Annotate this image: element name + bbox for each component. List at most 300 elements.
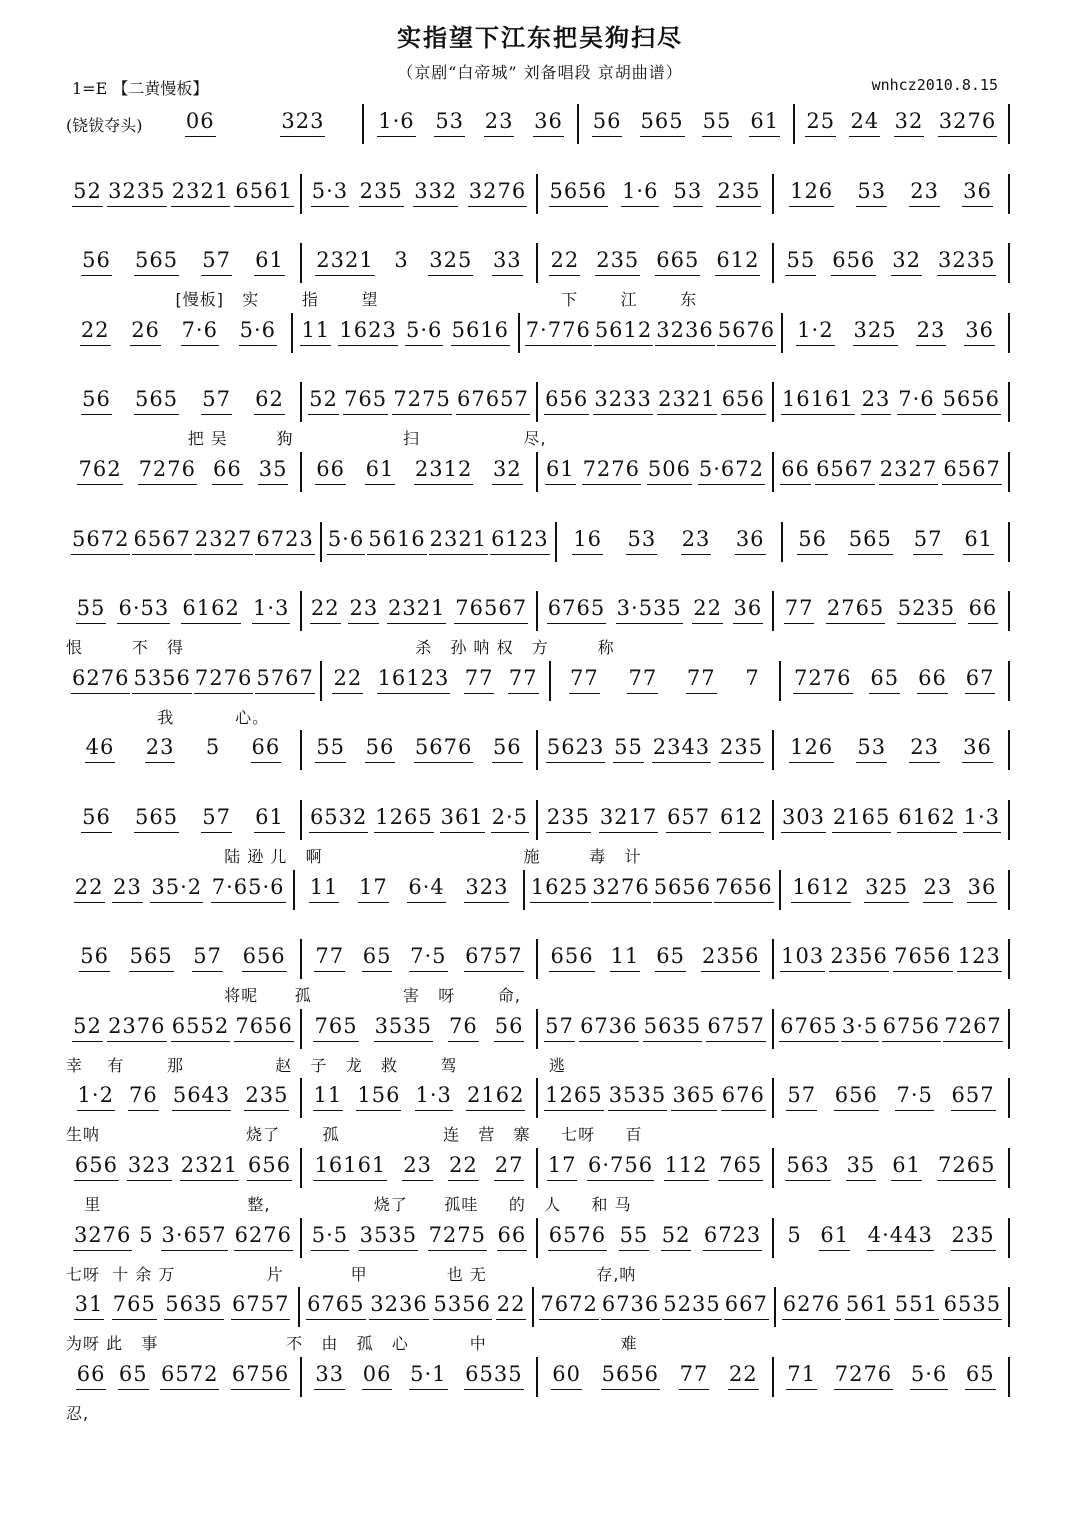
- note-group: 1612: [790, 875, 851, 905]
- note-group: 3276: [72, 1223, 133, 1253]
- note-group: 36: [532, 109, 565, 139]
- note-group: 7276: [833, 1362, 894, 1392]
- measure: [66, 1009, 302, 1049]
- lyrics-row: 把 吴 狗 扫 尽,: [66, 429, 547, 449]
- measure: [538, 730, 774, 770]
- note-group: 61: [253, 248, 286, 278]
- note-group: 56: [493, 1014, 526, 1044]
- notation-line: [66, 661, 1010, 731]
- note-group: 656: [241, 944, 288, 974]
- note-group: 57: [200, 248, 233, 278]
- note-group: 7·5: [408, 944, 448, 974]
- note-group: 156: [355, 1083, 402, 1113]
- notation-line: [66, 522, 1010, 592]
- note-group: 56: [591, 109, 624, 139]
- note-group: 26: [129, 318, 162, 348]
- note-group: 1623: [337, 318, 398, 348]
- measure: [774, 382, 1010, 422]
- note-group: 25: [804, 109, 837, 139]
- note-group: 66: [496, 1223, 529, 1253]
- note-group: 23: [922, 875, 955, 905]
- note-group: 71: [785, 1362, 818, 1392]
- measure: [66, 1078, 302, 1118]
- note-group: 11: [609, 944, 642, 974]
- note-group: 06: [184, 109, 217, 139]
- note-group: 1·3: [251, 596, 291, 626]
- measure: [364, 104, 579, 144]
- note-group: 6576: [547, 1223, 608, 1253]
- note-group: 22: [79, 318, 112, 348]
- note-group: 17: [546, 1153, 579, 1183]
- note-group: 361: [439, 805, 486, 835]
- note-group: 32: [893, 109, 926, 139]
- note-group: 332: [412, 179, 459, 209]
- measure: [783, 313, 1010, 353]
- note-group: 27: [493, 1153, 526, 1183]
- note-group: 55: [784, 248, 817, 278]
- note-group: 66: [916, 666, 949, 696]
- note-group: 3236: [368, 1292, 429, 1322]
- note-group: 6736: [578, 1014, 639, 1044]
- note-group: 112: [663, 1153, 710, 1183]
- note-group: 5656: [941, 387, 1002, 417]
- lyrics-row: 幸 有 那 赵 子 龙 救 驾 逃: [66, 1055, 566, 1075]
- note-group: 7672: [538, 1292, 599, 1322]
- note-group: 656: [73, 1153, 120, 1183]
- notation-line: [66, 243, 1010, 313]
- note-group: 33: [491, 248, 524, 278]
- note-group: 5676: [716, 318, 777, 348]
- measure: [525, 870, 781, 910]
- note-group: 1·6: [620, 179, 660, 209]
- note-group: 67657: [455, 387, 531, 417]
- measure: [538, 1357, 774, 1397]
- note-group: 612: [714, 248, 761, 278]
- notation-line: [66, 730, 1010, 800]
- notes-row: [66, 382, 1010, 422]
- lyrics-row: 生呐 烧了 孤 连 营 寨 七呀 百: [66, 1125, 643, 1145]
- note-group: 5: [205, 735, 221, 760]
- note-group: 6276: [781, 1292, 842, 1322]
- note-group: 7·65·6: [210, 875, 287, 905]
- note-group: 7·6: [180, 318, 220, 348]
- note-group: 563: [784, 1153, 831, 1183]
- note-group: 5·1: [408, 1362, 448, 1392]
- note-group: 6·4: [406, 875, 446, 905]
- measure: [538, 1009, 774, 1049]
- note-group: 16161: [312, 1153, 388, 1183]
- measure: [538, 174, 774, 214]
- note-group: 46: [84, 735, 117, 765]
- note-group: 17: [357, 875, 390, 905]
- note-group: 16123: [376, 666, 452, 696]
- note-group: 7275: [391, 387, 452, 417]
- note-group: 61: [364, 457, 397, 487]
- note-group: 1625: [529, 875, 590, 905]
- note-group: 56: [78, 944, 111, 974]
- note-group: 235: [243, 1083, 290, 1113]
- note-group: 36: [961, 179, 994, 209]
- note-group: 22: [548, 248, 581, 278]
- measure: [774, 1009, 1010, 1049]
- measure: [302, 591, 538, 631]
- notes-row: [66, 730, 1010, 770]
- note-group: 5656: [652, 875, 713, 905]
- note-group: 52: [660, 1223, 693, 1253]
- measure: [538, 243, 774, 283]
- measure: [774, 730, 1010, 770]
- notes-row: [66, 452, 1010, 492]
- note-group: 65: [868, 666, 901, 696]
- note-group: 235: [358, 179, 405, 209]
- note-group: 2765: [825, 596, 886, 626]
- note-group: 57: [200, 387, 233, 417]
- note-group: 6276: [70, 666, 131, 696]
- notation-line: [66, 104, 1010, 174]
- note-group: 551: [893, 1292, 940, 1322]
- measure: [66, 382, 302, 422]
- notes-row: [66, 1078, 1010, 1118]
- note-group: 2162: [465, 1083, 526, 1113]
- note-group: 235: [715, 179, 762, 209]
- measure: [538, 800, 774, 840]
- measure: [300, 1287, 534, 1327]
- notation-line: [66, 939, 1010, 1009]
- note-group: 11: [312, 1083, 345, 1113]
- note-group: 5616: [366, 527, 427, 557]
- lyrics-row: 恨 不 得 杀 孙 呐 权 方 称: [66, 638, 615, 658]
- note-group: 506: [646, 457, 693, 487]
- note-group: 36: [961, 735, 994, 765]
- note-group: 5·672: [697, 457, 766, 487]
- note-group: 5·5: [310, 1223, 350, 1253]
- note-group: 22: [727, 1362, 760, 1392]
- notation-line: [66, 870, 1010, 940]
- note-group: 1265: [543, 1083, 604, 1113]
- note-group: 235: [594, 248, 641, 278]
- note-group: 103: [779, 944, 826, 974]
- note-group: 5623: [545, 735, 606, 765]
- measure: [776, 1287, 1010, 1327]
- note-group: 6·53: [116, 596, 171, 626]
- note-group: 656: [543, 387, 590, 417]
- measure: [774, 800, 1010, 840]
- note-group: 323: [126, 1153, 173, 1183]
- measure: [302, 1218, 538, 1258]
- note-group: 2356: [828, 944, 889, 974]
- measure: [774, 243, 1010, 283]
- note-group: 126: [788, 735, 835, 765]
- lyrics-row: 里 整, 烧了 孤哇 的 人 和 马: [66, 1195, 632, 1214]
- note-group: 7·776: [524, 318, 593, 348]
- note-group: 36: [732, 596, 765, 626]
- notation-line: [66, 1078, 1010, 1148]
- note-group: 657: [950, 1083, 997, 1113]
- note-group: 52: [71, 1014, 104, 1044]
- note-group: 7275: [427, 1223, 488, 1253]
- note-group: 53: [433, 109, 466, 139]
- note-group: 5: [139, 1222, 154, 1247]
- note-group: 6736: [600, 1292, 661, 1322]
- note-group: 35: [257, 457, 290, 487]
- note-group: 65: [117, 1362, 150, 1392]
- note-group: 565: [639, 109, 686, 139]
- measure: [66, 1218, 302, 1258]
- measure: [302, 730, 538, 770]
- notes-row: [66, 104, 1010, 144]
- note-group: 76: [447, 1014, 480, 1044]
- note-group: 123: [956, 944, 1003, 974]
- note-group: 365: [670, 1083, 717, 1113]
- note-group: 3235: [106, 179, 167, 209]
- note-group: 5235: [896, 596, 957, 626]
- note-group: 56: [80, 387, 113, 417]
- measure: [774, 591, 1010, 631]
- measure: [66, 452, 302, 492]
- note-group: 6123: [489, 527, 550, 557]
- note-group: 56: [796, 527, 829, 557]
- note-group: 66: [250, 735, 283, 765]
- measure: [302, 174, 538, 214]
- note-group: 56: [80, 248, 113, 278]
- note-group: 6567: [814, 457, 875, 487]
- note-group: 56: [364, 735, 397, 765]
- notes-row: [66, 870, 1010, 910]
- measure: [66, 800, 302, 840]
- note-group: 5643: [171, 1083, 232, 1113]
- note-group: 5635: [642, 1014, 703, 1044]
- lyrics-row: 为呀 此 事 不 由 孤 心 中 难: [66, 1334, 638, 1354]
- notation-line: [66, 174, 1010, 244]
- note-group: 61: [818, 1223, 851, 1253]
- note-group: 5656: [548, 179, 609, 209]
- note-group: 2·5: [490, 805, 530, 835]
- measure: [538, 452, 774, 492]
- note-group: 36: [734, 527, 767, 557]
- note-group: 3276: [937, 109, 998, 139]
- measure: [795, 104, 1010, 144]
- intro-marking: (铙钹夺头): [66, 115, 143, 135]
- measure: [302, 939, 538, 979]
- measure: [774, 1148, 1010, 1188]
- note-group: 5235: [661, 1292, 722, 1322]
- note-group: 6552: [170, 1014, 231, 1044]
- note-group: 6765: [778, 1014, 839, 1044]
- note-group: 6756: [230, 1362, 291, 1392]
- measure: [781, 870, 1010, 910]
- note-group: 53: [855, 735, 888, 765]
- note-group: 2327: [878, 457, 939, 487]
- measure: [774, 939, 1010, 979]
- notes-row: [66, 661, 1010, 701]
- note-group: 3235: [936, 248, 997, 278]
- note-group: 765: [717, 1153, 764, 1183]
- note-group: 62: [253, 387, 286, 417]
- note-group: 765: [312, 1014, 359, 1044]
- measure: [66, 1148, 302, 1188]
- note-group: 53: [855, 179, 888, 209]
- note-group: 23: [483, 109, 516, 139]
- measure: [66, 870, 295, 910]
- note-group: 323: [463, 875, 510, 905]
- note-group: 5: [787, 1222, 802, 1247]
- note-group: 23: [908, 179, 941, 209]
- note-group: 2327: [193, 527, 254, 557]
- note-group: 76: [127, 1083, 160, 1113]
- note-group: 36: [963, 318, 996, 348]
- measure: [534, 1287, 775, 1327]
- measure: [66, 1357, 302, 1397]
- measure: [66, 522, 322, 562]
- note-group: 77: [678, 1362, 711, 1392]
- note-group: 76567: [453, 596, 529, 626]
- measure: [774, 1078, 1010, 1118]
- lyrics-row: 七呀 十 余 万 片 甲 也 无 存,呐: [66, 1264, 637, 1284]
- note-group: 656: [246, 1153, 293, 1183]
- note-group: 7276: [792, 666, 853, 696]
- note-group: 2356: [700, 944, 761, 974]
- notes-row: [66, 1148, 1010, 1188]
- note-group: 7: [745, 665, 760, 690]
- note-group: 765: [111, 1292, 158, 1322]
- notes-row: [66, 243, 1010, 283]
- note-group: 565: [847, 527, 894, 557]
- note-group: 6757: [705, 1014, 766, 1044]
- measure: [295, 870, 524, 910]
- note-group: 66: [211, 457, 244, 487]
- note-group: 3535: [607, 1083, 668, 1113]
- note-group: 2321: [179, 1153, 240, 1183]
- measure: [551, 661, 780, 701]
- measure: [538, 1218, 774, 1258]
- note-group: 3276: [467, 179, 528, 209]
- measure: [149, 104, 364, 144]
- notes-row: [66, 1009, 1010, 1049]
- note-group: 676: [720, 1083, 767, 1113]
- note-group: 2321: [314, 248, 375, 278]
- note-group: 66: [967, 596, 1000, 626]
- note-group: 22: [309, 596, 342, 626]
- author-date: wnhcz2010.8.15: [871, 76, 998, 94]
- notation-line: [66, 452, 1010, 522]
- note-group: 7265: [936, 1153, 997, 1183]
- measure: [66, 591, 302, 631]
- note-group: 33: [313, 1362, 346, 1392]
- lyrics-row: [66, 357, 1010, 381]
- note-group: 22: [447, 1153, 480, 1183]
- note-group: 77: [568, 666, 601, 696]
- note-group: 6765: [305, 1292, 366, 1322]
- score-title: 实指望下江东把吴狗扫尽: [397, 23, 683, 52]
- note-group: 3236: [654, 318, 715, 348]
- note-group: 5672: [70, 527, 131, 557]
- measure: [774, 1218, 1010, 1258]
- note-group: 06: [361, 1362, 394, 1392]
- note-group: 6162: [896, 805, 957, 835]
- notes-row: [66, 1218, 1010, 1258]
- notation-line: [66, 313, 1010, 383]
- note-group: 6757: [230, 1292, 291, 1322]
- note-group: 56: [80, 805, 113, 835]
- notation-line: [66, 1287, 1010, 1357]
- note-group: 6756: [881, 1014, 942, 1044]
- notation-line: [66, 1357, 1010, 1427]
- note-group: 31: [73, 1292, 106, 1322]
- lyrics-row: 忍,: [66, 1403, 90, 1423]
- note-group: 5·6: [404, 318, 444, 348]
- lyrics-row: 陆 逊 儿 啊 施 毒 计: [66, 847, 642, 866]
- measure: [302, 382, 538, 422]
- notes-row: [66, 174, 1010, 214]
- note-group: 765: [342, 387, 389, 417]
- note-group: 1·2: [76, 1083, 116, 1113]
- note-group: 61: [748, 109, 781, 139]
- note-group: 53: [625, 527, 658, 557]
- note-group: 77: [626, 666, 659, 696]
- note-group: 5656: [600, 1362, 661, 1392]
- note-group: 7·6: [896, 387, 936, 417]
- note-group: 23: [347, 596, 380, 626]
- note-group: 23: [680, 527, 713, 557]
- note-group: 6532: [308, 805, 369, 835]
- note-group: 7267: [942, 1014, 1003, 1044]
- note-group: 22: [73, 875, 106, 905]
- notation-line: [66, 1218, 1010, 1288]
- measure: [322, 661, 551, 701]
- notes-row: [66, 522, 1010, 562]
- note-group: 303: [780, 805, 827, 835]
- note-group: 52: [71, 179, 104, 209]
- note-group: 656: [720, 387, 767, 417]
- note-group: 11: [299, 318, 332, 348]
- measure: [538, 1078, 774, 1118]
- note-group: 55: [701, 109, 734, 139]
- note-group: 5676: [413, 735, 474, 765]
- note-group: 1·6: [376, 109, 416, 139]
- note-group: 23: [144, 735, 177, 765]
- note-group: 23: [111, 875, 144, 905]
- note-group: 53: [672, 179, 705, 209]
- measure: [579, 104, 794, 144]
- notation-line: [66, 591, 1010, 661]
- note-group: 55: [75, 596, 108, 626]
- note-group: 2321: [428, 527, 489, 557]
- note-group: 6·756: [586, 1153, 655, 1183]
- note-group: 235: [950, 1223, 997, 1253]
- note-group: 77: [463, 666, 496, 696]
- note-group: 65: [361, 944, 394, 974]
- note-group: 66: [75, 1362, 108, 1392]
- measure: [774, 1357, 1010, 1397]
- note-group: 60: [550, 1362, 583, 1392]
- note-group: 6276: [233, 1223, 294, 1253]
- measure: [538, 591, 774, 631]
- measure: [557, 522, 784, 562]
- measure: [302, 1148, 538, 1188]
- lyrics-row: [66, 496, 1010, 520]
- notation-line: [66, 1148, 1010, 1218]
- note-group: 23: [860, 387, 893, 417]
- measure: [293, 313, 520, 353]
- note-group: 325: [863, 875, 910, 905]
- note-group: 6572: [159, 1362, 220, 1392]
- note-group: 57: [543, 1014, 576, 1044]
- lyrics-row: 我 心。: [66, 707, 270, 727]
- note-group: 7656: [713, 875, 774, 905]
- measure: [66, 661, 322, 701]
- note-group: 656: [548, 944, 595, 974]
- measure: [783, 522, 1010, 562]
